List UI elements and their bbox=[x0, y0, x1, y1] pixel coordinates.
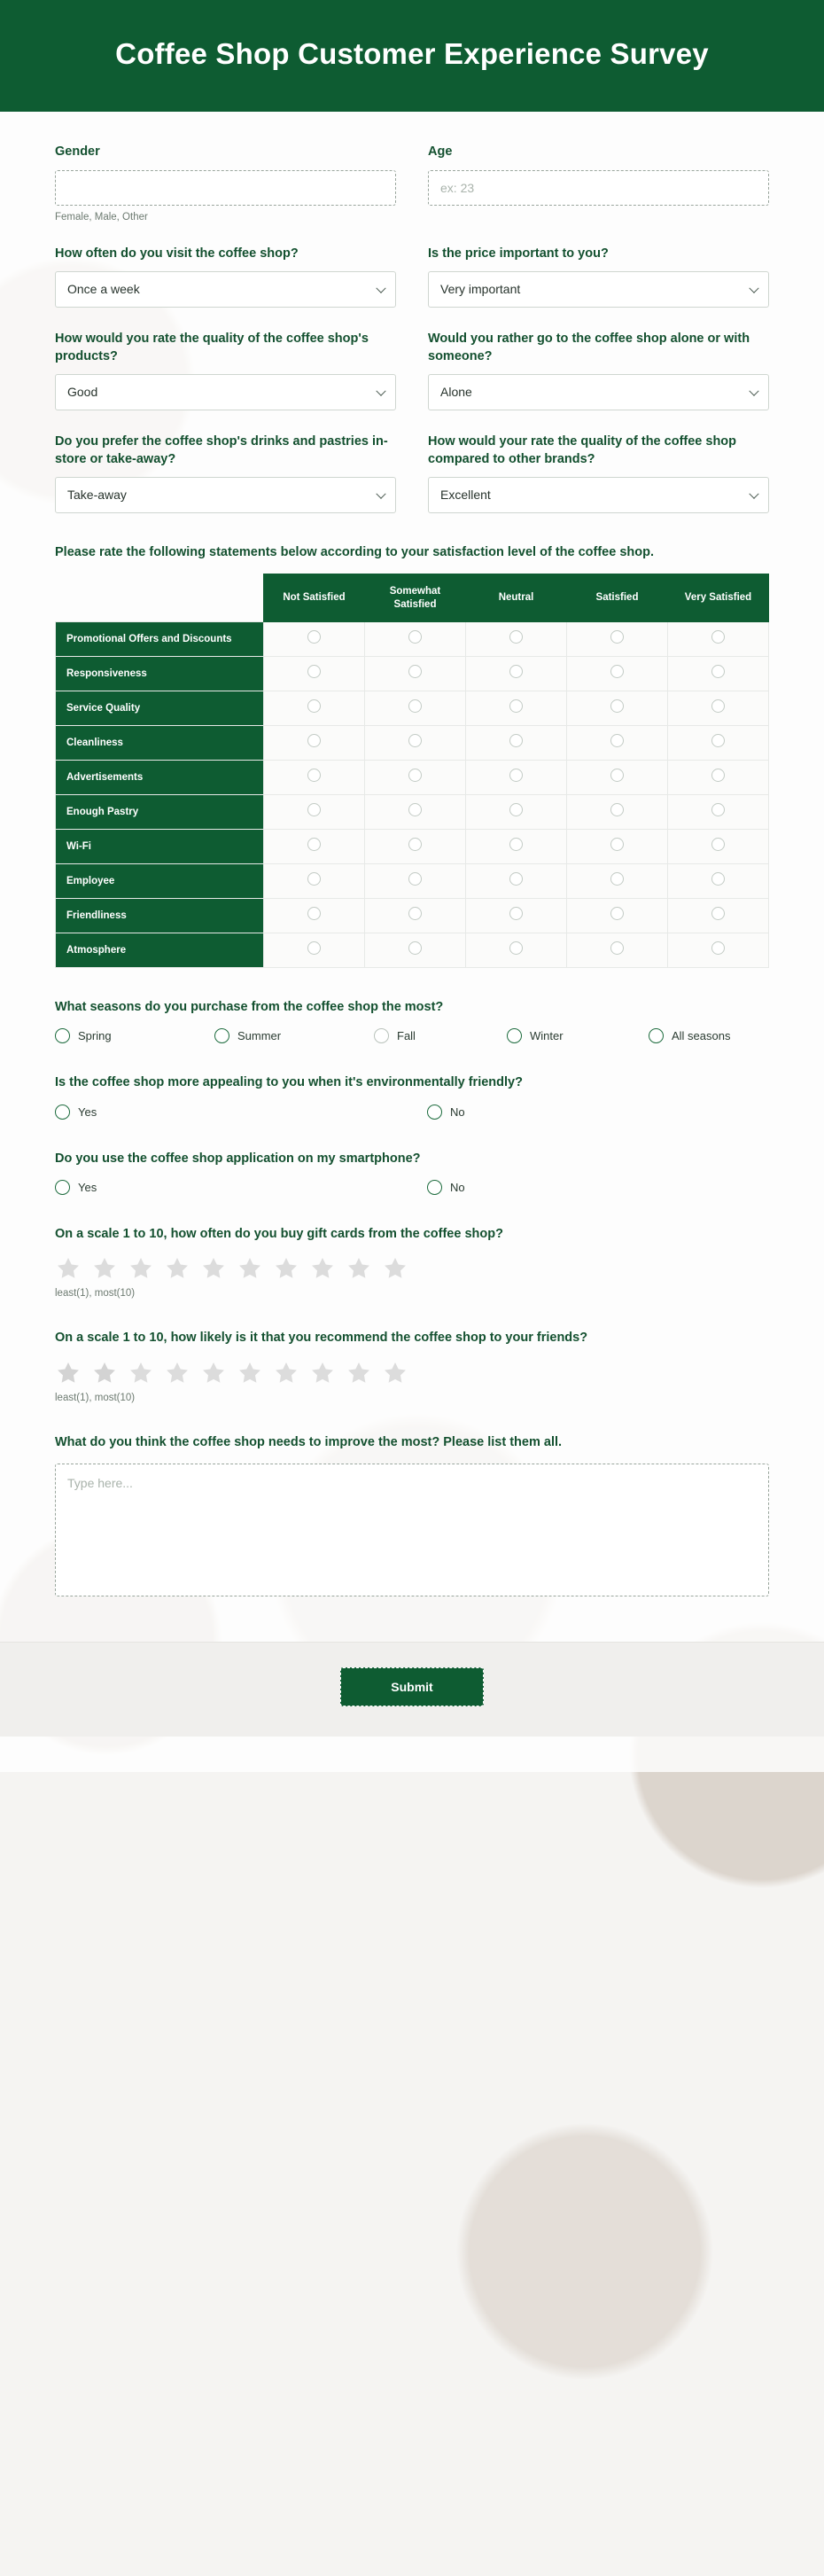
radio-icon[interactable] bbox=[610, 941, 624, 955]
matrix-cell-r1-c1[interactable] bbox=[365, 657, 466, 691]
row-quality-company bbox=[55, 331, 769, 410]
season-option-summer[interactable] bbox=[214, 1028, 374, 1043]
radio-icon[interactable] bbox=[307, 630, 321, 644]
recommend-star-rating[interactable] bbox=[55, 1360, 769, 1386]
season-option-all[interactable] bbox=[649, 1028, 730, 1043]
radio-icon[interactable] bbox=[509, 734, 523, 747]
matrix-cell-r4-c4[interactable] bbox=[668, 761, 769, 795]
season-label-summer: Summer bbox=[237, 1029, 282, 1043]
matrix-cell-r2-c4[interactable] bbox=[668, 691, 769, 726]
field-quality-rating bbox=[55, 331, 396, 410]
matrix-cell-r0-c1[interactable] bbox=[365, 622, 466, 657]
matrix-cell-r8-c0[interactable] bbox=[264, 899, 365, 933]
radio-icon[interactable] bbox=[509, 838, 523, 851]
radio-icon[interactable] bbox=[307, 665, 321, 678]
radio-icon[interactable] bbox=[408, 665, 422, 678]
field-price-important bbox=[428, 246, 769, 308]
matrix-col-3: Satisfied bbox=[567, 574, 668, 622]
matrix-cell-r0-c0[interactable] bbox=[264, 622, 365, 657]
matrix-row-label: Cleanliness bbox=[56, 726, 264, 761]
season-option-fall[interactable] bbox=[374, 1028, 507, 1043]
radio-icon[interactable] bbox=[711, 872, 725, 886]
matrix-cell-r8-c4[interactable] bbox=[668, 899, 769, 933]
visit-frequency-select[interactable] bbox=[55, 271, 396, 308]
matrix-cell-r5-c4[interactable] bbox=[668, 795, 769, 830]
table-row bbox=[56, 726, 769, 761]
form-header bbox=[0, 0, 824, 112]
visit-frequency-label: How often do you visit the coffee shop? bbox=[55, 246, 299, 261]
radio-icon[interactable] bbox=[307, 872, 321, 886]
giftcards-star-4[interactable] bbox=[164, 1255, 190, 1282]
season-option-spring[interactable] bbox=[55, 1028, 214, 1043]
price-important-label: Is the price important to you? bbox=[428, 246, 609, 261]
recommend-star-6[interactable] bbox=[237, 1360, 263, 1386]
recommend-star-4[interactable] bbox=[164, 1360, 190, 1386]
radio-icon[interactable] bbox=[408, 769, 422, 782]
giftcards-hint: least(1), most(10) bbox=[55, 1288, 136, 1300]
matrix-cell-r9-c2[interactable] bbox=[466, 933, 567, 968]
matrix-body bbox=[56, 622, 769, 968]
eco-label-yes: Yes bbox=[78, 1105, 97, 1119]
season-label-spring: Spring bbox=[78, 1029, 112, 1043]
matrix-cell-r3-c4[interactable] bbox=[668, 726, 769, 761]
field-visit-frequency bbox=[55, 246, 396, 308]
table-row bbox=[56, 933, 769, 968]
radio-icon[interactable] bbox=[610, 699, 624, 713]
matrix-cell-r6-c2[interactable] bbox=[466, 830, 567, 864]
matrix-row-label: Wi-Fi bbox=[56, 830, 264, 864]
radio-icon[interactable] bbox=[408, 941, 422, 955]
radio-icon[interactable] bbox=[509, 769, 523, 782]
table-row bbox=[56, 691, 769, 726]
matrix-col-4: Very Satisfied bbox=[668, 574, 769, 622]
table-row bbox=[56, 657, 769, 691]
matrix-row-label: Friendliness bbox=[56, 899, 264, 933]
improve-textarea[interactable] bbox=[55, 1464, 769, 1596]
matrix-cell-r7-c2[interactable] bbox=[466, 864, 567, 899]
field-instore-or-takeaway bbox=[55, 433, 396, 513]
table-row bbox=[56, 795, 769, 830]
radio-icon[interactable] bbox=[427, 1105, 442, 1120]
table-row bbox=[56, 830, 769, 864]
matrix-col-1: Somewhat Satisfied bbox=[365, 574, 466, 622]
radio-icon[interactable] bbox=[307, 803, 321, 816]
giftcards-star-5[interactable] bbox=[200, 1255, 227, 1282]
eco-option-no[interactable] bbox=[427, 1105, 465, 1120]
radio-icon[interactable] bbox=[711, 734, 725, 747]
radio-icon[interactable] bbox=[509, 872, 523, 886]
eco-label: Is the coffee shop more appealing to you when it's environmentally friendly? bbox=[55, 1075, 523, 1090]
radio-icon[interactable] bbox=[610, 803, 624, 816]
matrix-row-label: Promotional Offers and Discounts bbox=[56, 622, 264, 657]
giftcards-label: On a scale 1 to 10, how often do you buy gift cards from the coffee shop? bbox=[55, 1226, 503, 1241]
field-gender bbox=[55, 144, 396, 222]
instore-or-takeaway-label: Do you prefer the coffee shop's drinks and pastries in-store or take-away? bbox=[55, 434, 388, 466]
matrix-title: Please rate the following statements below according to your satisfaction level of the coffee shop. bbox=[55, 545, 655, 559]
matrix-cell-r4-c2[interactable] bbox=[466, 761, 567, 795]
matrix-cell-r2-c0[interactable] bbox=[264, 691, 365, 726]
table-row bbox=[56, 622, 769, 657]
recommend-hint: least(1), most(10) bbox=[55, 1392, 136, 1403]
seasons-options bbox=[55, 1028, 769, 1043]
row-gender-age bbox=[55, 144, 769, 222]
instore-or-takeaway-select[interactable] bbox=[55, 477, 396, 513]
matrix-col-2: Neutral bbox=[466, 574, 567, 622]
matrix-cell-r8-c1[interactable] bbox=[365, 899, 466, 933]
matrix-cell-r6-c0[interactable] bbox=[264, 830, 365, 864]
radio-icon[interactable] bbox=[507, 1028, 522, 1043]
table-row bbox=[56, 899, 769, 933]
recommend-star-3[interactable] bbox=[128, 1360, 154, 1386]
gender-hint: Female, Male, Other bbox=[55, 211, 148, 222]
radio-icon[interactable] bbox=[509, 803, 523, 816]
field-compared-brands bbox=[428, 433, 769, 513]
radio-icon[interactable] bbox=[711, 665, 725, 678]
matrix-corner bbox=[56, 574, 264, 622]
radio-icon[interactable] bbox=[610, 734, 624, 747]
season-label-fall: Fall bbox=[397, 1029, 416, 1043]
app-label: Do you use the coffee shop application on my smartphone? bbox=[55, 1151, 421, 1166]
radio-icon[interactable] bbox=[55, 1105, 70, 1120]
matrix-cell-r1-c2[interactable] bbox=[466, 657, 567, 691]
radio-icon[interactable] bbox=[408, 803, 422, 816]
matrix-row-label: Advertisements bbox=[56, 761, 264, 795]
radio-icon[interactable] bbox=[509, 630, 523, 644]
radio-icon[interactable] bbox=[307, 734, 321, 747]
giftcards-star-7[interactable] bbox=[273, 1255, 299, 1282]
radio-icon[interactable] bbox=[374, 1028, 389, 1043]
recommend-star-2[interactable] bbox=[91, 1360, 118, 1386]
submit-bar bbox=[0, 1642, 824, 1737]
season-label-all-seasons: All seasons bbox=[672, 1029, 731, 1043]
radio-icon[interactable] bbox=[307, 838, 321, 851]
matrix-cell-r6-c4[interactable] bbox=[668, 830, 769, 864]
radio-icon[interactable] bbox=[649, 1028, 664, 1043]
recommend-star-8[interactable] bbox=[309, 1360, 336, 1386]
matrix-cell-r3-c1[interactable] bbox=[365, 726, 466, 761]
recommend-star-10[interactable] bbox=[382, 1360, 408, 1386]
radio-icon[interactable] bbox=[509, 907, 523, 920]
giftcards-star-9[interactable] bbox=[346, 1255, 372, 1282]
radio-icon[interactable] bbox=[408, 907, 422, 920]
radio-icon[interactable] bbox=[307, 769, 321, 782]
improve-label: What do you think the coffee shop needs to improve the most? Please list them all. bbox=[55, 1434, 563, 1449]
matrix-cell-r7-c1[interactable] bbox=[365, 864, 466, 899]
radio-icon[interactable] bbox=[711, 907, 725, 920]
radio-icon[interactable] bbox=[610, 838, 624, 851]
matrix-cell-r7-c3[interactable] bbox=[567, 864, 668, 899]
app-option-yes[interactable] bbox=[55, 1180, 427, 1195]
matrix-cell-r0-c3[interactable] bbox=[567, 622, 668, 657]
matrix-cell-r9-c3[interactable] bbox=[567, 933, 668, 968]
radio-icon[interactable] bbox=[307, 941, 321, 955]
matrix-cell-r4-c0[interactable] bbox=[264, 761, 365, 795]
matrix-cell-r9-c4[interactable] bbox=[668, 933, 769, 968]
recommend-star-9[interactable] bbox=[346, 1360, 372, 1386]
matrix-cell-r6-c3[interactable] bbox=[567, 830, 668, 864]
radio-icon[interactable] bbox=[55, 1180, 70, 1195]
radio-icon[interactable] bbox=[509, 665, 523, 678]
matrix-cell-r5-c3[interactable] bbox=[567, 795, 668, 830]
matrix-row-label: Employee bbox=[56, 864, 264, 899]
matrix-row-label: Enough Pastry bbox=[56, 795, 264, 830]
giftcards-star-10[interactable] bbox=[382, 1255, 408, 1282]
season-option-winter[interactable] bbox=[507, 1028, 649, 1043]
gender-input[interactable] bbox=[55, 170, 396, 206]
matrix-col-0: Not Satisfied bbox=[264, 574, 365, 622]
submit-button[interactable]: Submit bbox=[340, 1667, 483, 1706]
giftcards-star-8[interactable] bbox=[309, 1255, 336, 1282]
matrix-cell-r8-c2[interactable] bbox=[466, 899, 567, 933]
radio-icon[interactable] bbox=[610, 872, 624, 886]
matrix-cell-r5-c0[interactable] bbox=[264, 795, 365, 830]
row-frequency-price bbox=[55, 246, 769, 308]
field-alone-or-someone bbox=[428, 331, 769, 410]
giftcards-star-1[interactable] bbox=[55, 1255, 82, 1282]
giftcards-star-6[interactable] bbox=[237, 1255, 263, 1282]
eco-label-no: No bbox=[450, 1105, 465, 1119]
radio-icon[interactable] bbox=[408, 699, 422, 713]
matrix-cell-r7-c0[interactable] bbox=[264, 864, 365, 899]
recommend-star-5[interactable] bbox=[200, 1360, 227, 1386]
matrix-cell-r2-c1[interactable] bbox=[365, 691, 466, 726]
radio-icon[interactable] bbox=[214, 1028, 229, 1043]
app-option-no[interactable] bbox=[427, 1180, 465, 1195]
matrix-row-label: Responsiveness bbox=[56, 657, 264, 691]
matrix-cell-r1-c0[interactable] bbox=[264, 657, 365, 691]
matrix-row-label: Atmosphere bbox=[56, 933, 264, 968]
recommend-star-7[interactable] bbox=[273, 1360, 299, 1386]
matrix-row-label: Service Quality bbox=[56, 691, 264, 726]
matrix-cell-r3-c3[interactable] bbox=[567, 726, 668, 761]
matrix-cell-r5-c2[interactable] bbox=[466, 795, 567, 830]
satisfaction-matrix bbox=[55, 574, 769, 968]
gender-label: Gender bbox=[55, 144, 100, 160]
improve-field bbox=[55, 1464, 769, 1601]
field-age bbox=[428, 144, 769, 222]
form-content bbox=[0, 112, 824, 1601]
radio-icon[interactable] bbox=[711, 838, 725, 851]
radio-icon[interactable] bbox=[711, 630, 725, 644]
price-important-select[interactable] bbox=[428, 271, 769, 308]
giftcards-star-3[interactable] bbox=[128, 1255, 154, 1282]
recommend-star-1[interactable] bbox=[55, 1360, 82, 1386]
app-label-no: No bbox=[450, 1180, 465, 1194]
matrix-cell-r3-c0[interactable] bbox=[264, 726, 365, 761]
matrix-cell-r4-c1[interactable] bbox=[365, 761, 466, 795]
seasons-label: What seasons do you purchase from the coffee shop the most? bbox=[55, 1000, 444, 1015]
table-row bbox=[56, 864, 769, 899]
giftcards-star-2[interactable] bbox=[91, 1255, 118, 1282]
matrix-cell-r0-c4[interactable] bbox=[668, 622, 769, 657]
matrix-cell-r6-c1[interactable] bbox=[365, 830, 466, 864]
radio-icon[interactable] bbox=[408, 630, 422, 644]
radio-icon[interactable] bbox=[427, 1180, 442, 1195]
matrix-cell-r8-c3[interactable] bbox=[567, 899, 668, 933]
radio-icon[interactable] bbox=[610, 630, 624, 644]
compared-brands-select[interactable] bbox=[428, 477, 769, 513]
matrix-cell-r3-c2[interactable] bbox=[466, 726, 567, 761]
app-label-yes: Yes bbox=[78, 1180, 97, 1194]
alone-or-someone-select[interactable] bbox=[428, 374, 769, 410]
radio-icon[interactable] bbox=[610, 907, 624, 920]
compared-brands-label: How would your rate the quality of the coffee shop compared to other brands? bbox=[428, 434, 737, 466]
alone-or-someone-label: Would you rather go to the coffee shop alone or with someone? bbox=[428, 332, 750, 363]
matrix-cell-r9-c0[interactable] bbox=[264, 933, 365, 968]
table-row bbox=[56, 761, 769, 795]
matrix-cell-r2-c3[interactable] bbox=[567, 691, 668, 726]
matrix-cell-r1-c3[interactable] bbox=[567, 657, 668, 691]
app-options bbox=[55, 1180, 769, 1195]
radio-icon[interactable] bbox=[408, 734, 422, 747]
age-label: Age bbox=[428, 144, 453, 160]
radio-icon[interactable] bbox=[408, 838, 422, 851]
radio-icon[interactable] bbox=[307, 699, 321, 713]
quality-rating-select[interactable] bbox=[55, 374, 396, 410]
radio-icon[interactable] bbox=[307, 907, 321, 920]
radio-icon[interactable] bbox=[55, 1028, 70, 1043]
matrix-cell-r9-c1[interactable] bbox=[365, 933, 466, 968]
radio-icon[interactable] bbox=[711, 699, 725, 713]
radio-icon[interactable] bbox=[610, 665, 624, 678]
matrix-cell-r5-c1[interactable] bbox=[365, 795, 466, 830]
matrix-cell-r1-c4[interactable] bbox=[668, 657, 769, 691]
eco-options bbox=[55, 1105, 769, 1120]
radio-icon[interactable] bbox=[408, 872, 422, 886]
radio-icon[interactable] bbox=[509, 941, 523, 955]
radio-icon[interactable] bbox=[610, 769, 624, 782]
matrix-cell-r4-c3[interactable] bbox=[567, 761, 668, 795]
radio-icon[interactable] bbox=[711, 769, 725, 782]
eco-option-yes[interactable] bbox=[55, 1105, 427, 1120]
quality-rating-label: How would you rate the quality of the coffee shop's products? bbox=[55, 332, 369, 363]
giftcards-star-rating[interactable] bbox=[55, 1255, 769, 1282]
matrix-header-row bbox=[56, 574, 769, 622]
radio-icon[interactable] bbox=[711, 803, 725, 816]
matrix-cell-r7-c4[interactable] bbox=[668, 864, 769, 899]
season-label-winter: Winter bbox=[530, 1029, 564, 1043]
age-input[interactable] bbox=[428, 170, 769, 206]
recommend-label: On a scale 1 to 10, how likely is it that you recommend the coffee shop to your friends? bbox=[55, 1331, 588, 1346]
matrix-cell-r2-c2[interactable] bbox=[466, 691, 567, 726]
radio-icon[interactable] bbox=[711, 941, 725, 955]
radio-icon[interactable] bbox=[509, 699, 523, 713]
row-takeaway-brands bbox=[55, 433, 769, 513]
matrix-cell-r0-c2[interactable] bbox=[466, 622, 567, 657]
page-title: Coffee Shop Customer Experience Survey bbox=[115, 37, 709, 70]
